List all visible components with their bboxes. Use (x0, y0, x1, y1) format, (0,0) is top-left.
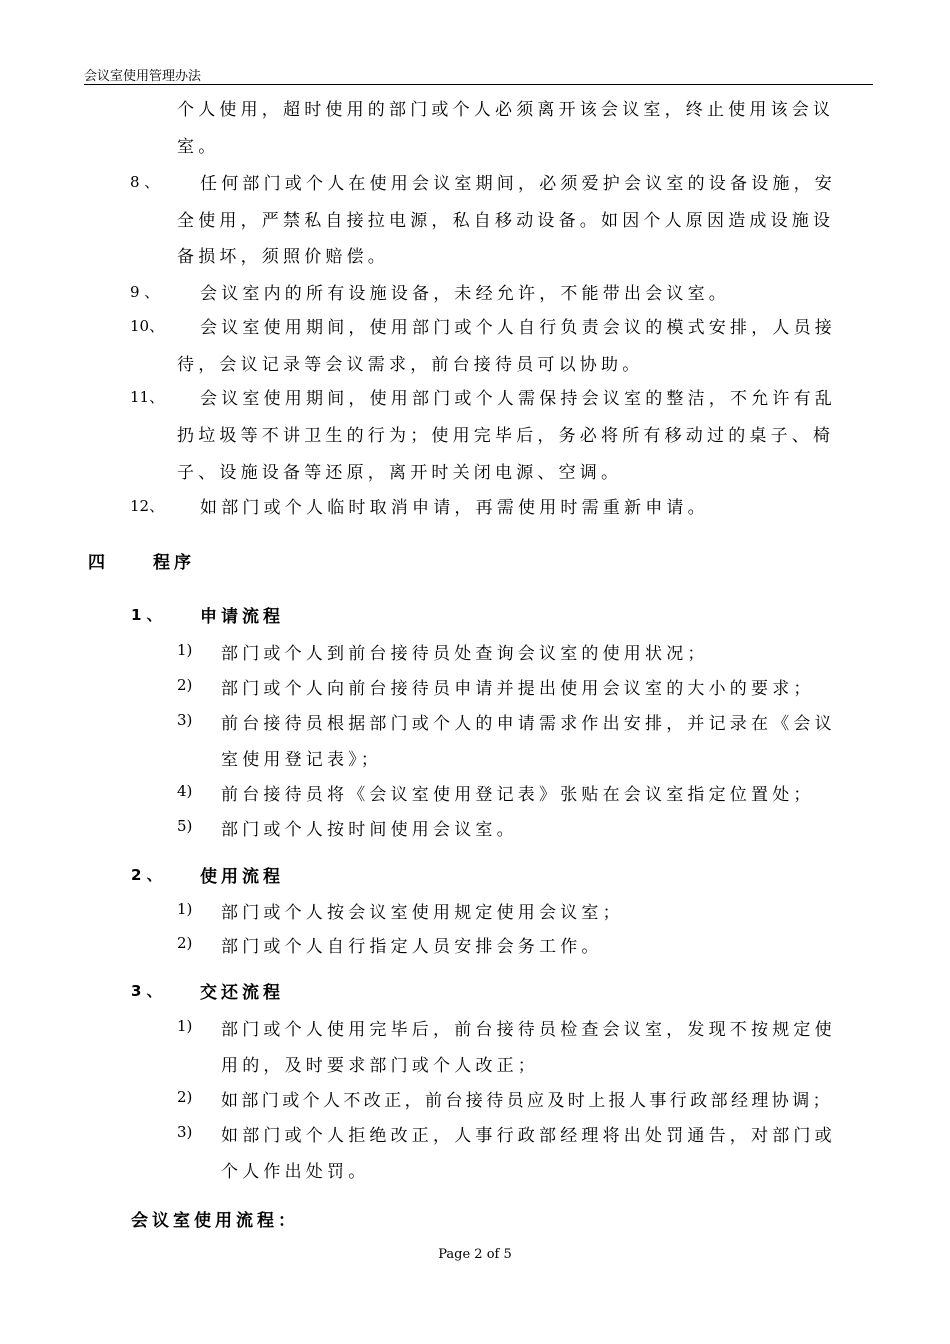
item-11-line-3: 子、设施设备等还原，离开时关闭电源、空调。 (177, 463, 623, 483)
item-11-number: 11、 (130, 388, 165, 406)
item-9-line-1: 会议室内的所有设施设备，未经允许，不能带出会议室。 (200, 284, 730, 304)
sub-2-number: 2 、 (131, 866, 162, 884)
item-11-line-2: 扔垃圾等不讲卫生的行为；使用完毕后，务必将所有移动过的桌子、椅 (177, 426, 835, 446)
section-4-number: 四 (88, 553, 105, 573)
sub-1-step-3-text-line-2: 室使用登记表》； (221, 750, 383, 770)
item-10-line-1: 会议室使用期间，使用部门或个人自行负责会议的模式安排，人员接 (200, 318, 836, 338)
sub-2-step-2-number: 2) (177, 934, 193, 952)
item-12-line-1: 如部门或个人临时取消申请，再需使用时需重新申请。 (200, 498, 709, 518)
sub-3-step-3-text-line-1: 如部门或个人拒绝改正，人事行政部经理将出处罚通告，对部门或 (221, 1126, 836, 1146)
sub-1-step-5-text: 部门或个人按时间使用会议室。 (221, 820, 518, 840)
item-7-continued-line-1: 个人使用，超时使用的部门或个人必须离开该会议室，终止使用该会议 (177, 100, 835, 120)
sub-2-step-1-text: 部门或个人按会议室使用规定使用会议室； (221, 903, 624, 923)
item-8-number: 8 、 (130, 173, 160, 191)
sub-1-step-2-text: 部门或个人向前台接待员申请并提出使用会议室的大小的要求； (221, 679, 815, 699)
item-9-number: 9 、 (130, 283, 160, 301)
item-11-line-1: 会议室使用期间，使用部门或个人需保持会议室的整洁，不允许有乱 (200, 389, 836, 409)
sub-3-step-3-text-line-2: 个人作出处罚。 (221, 1162, 370, 1182)
sub-1-step-4-text: 前台接待员将《会议室使用登记表》张贴在会议室指定位置处； (221, 785, 815, 805)
item-10-number: 10、 (130, 317, 165, 335)
sub-3-step-1-number: 1) (177, 1017, 193, 1035)
section-4-title: 程序 (153, 553, 195, 573)
sub-1-title: 申请流程 (200, 607, 284, 627)
sub-2-step-1-number: 1) (177, 900, 193, 918)
item-8-line-1: 任何部门或个人在使用会议室期间，必须爱护会议室的设备设施，安 (200, 174, 836, 194)
sub-1-step-3-number: 3) (177, 711, 193, 729)
sub-1-step-4-number: 4) (177, 782, 193, 800)
sub-3-title: 交还流程 (200, 983, 284, 1003)
sub-1-step-1-number: 1) (177, 641, 193, 659)
sub-1-step-1-text: 部门或个人到前台接待员处查询会议室的使用状况； (221, 644, 709, 664)
sub-3-step-1-text-line-1: 部门或个人使用完毕后，前台接待员检查会议室，发现不按规定使 (221, 1020, 836, 1040)
flow-heading: 会议室使用流程： (131, 1211, 299, 1231)
sub-3-step-2-text: 如部门或个人不改正，前台接待员应及时上报人事行政部经理协调； (221, 1091, 833, 1111)
running-header-title: 会议室使用管理办法 (84, 69, 202, 84)
item-12-number: 12、 (130, 497, 165, 515)
sub-3-step-2-number: 2) (177, 1088, 193, 1106)
sub-2-title: 使用流程 (200, 867, 284, 887)
item-8-line-3: 备损坏，须照价赔偿。 (177, 247, 389, 267)
sub-3-step-3-number: 3) (177, 1123, 193, 1141)
sub-2-step-2-text: 部门或个人自行指定人员安排会务工作。 (221, 937, 603, 957)
page-number-footer: Page 2 of 5 (438, 1247, 512, 1262)
item-10-line-2: 待，会议记录等会议需求，前台接待员可以协助。 (177, 355, 644, 375)
sub-1-step-5-number: 5) (177, 817, 193, 835)
sub-1-step-2-number: 2) (177, 676, 193, 694)
sub-3-step-1-text-line-2: 用的，及时要求部门或个人改正； (221, 1056, 539, 1076)
item-8-line-2: 全使用，严禁私自接拉电源，私自移动设备。如因个人原因造成设施设 (177, 211, 835, 231)
sub-3-number: 3 、 (131, 982, 162, 1000)
sub-1-number: 1 、 (131, 606, 162, 624)
item-7-continued-line-2: 室。 (177, 137, 220, 157)
header-rule (84, 84, 873, 85)
sub-1-step-3-text-line-1: 前台接待员根据部门或个人的申请需求作出安排，并记录在《会议 (221, 714, 836, 734)
